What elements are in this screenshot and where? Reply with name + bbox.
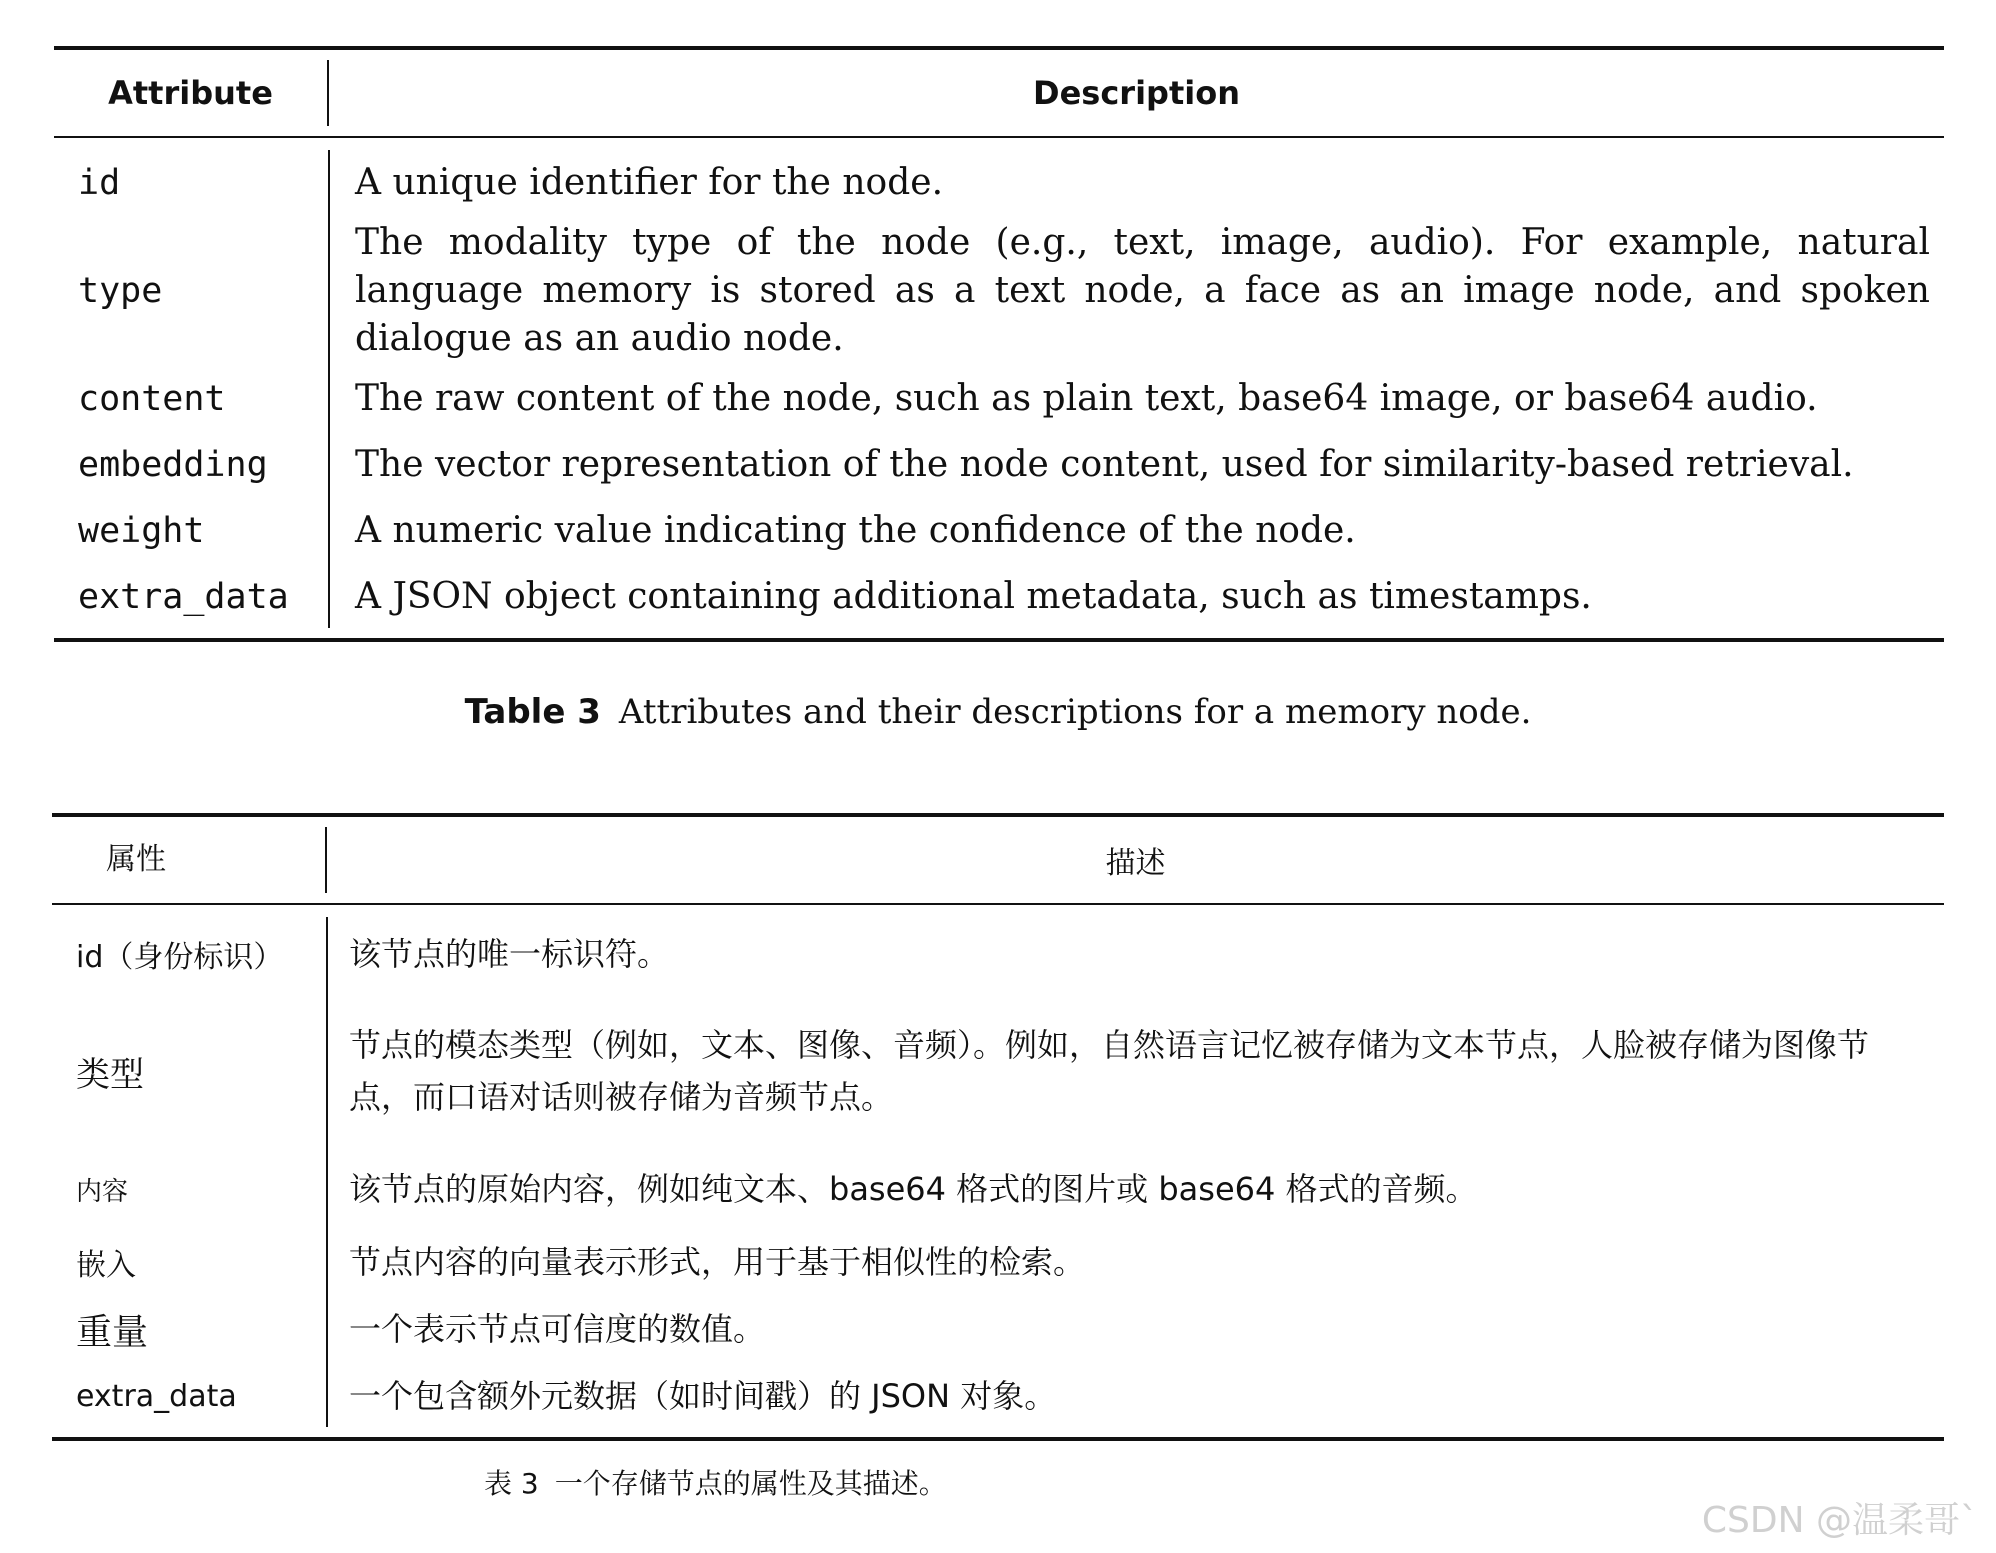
description-cell: The vector representation of the node content, used for similarity-based retrieval. — [355, 444, 1854, 485]
description-cell: The modality type of the node (e.g., text, image, audio). For example, natural language memory is stored as a text node, a face as an image node, and spoken dialogue as an audio node. — [355, 222, 1930, 359]
description-cell: 节点内容的向量表示形式，用于基于相似性的检索。 — [349, 1243, 1086, 1281]
table-row — [54, 498, 1944, 564]
attribute-cell: 类型 — [76, 1054, 144, 1095]
table-row — [52, 1149, 1944, 1229]
attribute-cell: embedding — [78, 445, 268, 485]
csdn-watermark: CSDN @温柔哥` — [1701, 1500, 1978, 1541]
description-cell: 一个包含额外元数据（如时间戳）的 JSON 对象。 — [349, 1377, 1057, 1415]
table-body — [54, 138, 1944, 638]
caption-text: Attributes and their descriptions for a memory node. — [618, 692, 1532, 732]
attribute-cell: weight — [78, 511, 205, 551]
table-row — [52, 1363, 1944, 1429]
header-attribute: Attribute — [54, 60, 329, 126]
description-cell: 该节点的唯一标识符。 — [349, 935, 670, 973]
table-row — [54, 150, 1944, 216]
attribute-cell: 重量 — [76, 1311, 149, 1353]
header-attribute: 属性 — [52, 827, 327, 893]
description-cell: 一个表示节点可信度的数值。 — [349, 1310, 766, 1348]
attribute-cell: extra_data — [76, 1378, 237, 1414]
caption-label: 表 3 — [484, 1467, 539, 1500]
caption-text: 一个存储节点的属性及其描述。 — [554, 1467, 947, 1500]
chinese-table-caption — [484, 1462, 947, 1502]
attribute-cell: id — [78, 163, 121, 203]
description-cell: 节点的模态类型（例如，文本、图像、音频）。例如，自然语言记忆被存储为文本节点，人脸被存储为图像节点，而口语对话则被存储为音频节点。 — [349, 1026, 1870, 1116]
attribute-cell: 内容 — [76, 1176, 129, 1207]
description-cell: The raw content of the node, such as plain text, base64 image, or base64 audio. — [355, 378, 1818, 419]
table-body — [52, 905, 1944, 1437]
table-row — [54, 216, 1944, 366]
table-row — [52, 915, 1944, 993]
english-attributes-table — [54, 46, 1944, 642]
description-cell: A unique identifier for the node. — [355, 162, 944, 203]
attribute-cell: extra_data — [78, 577, 289, 617]
table-row — [54, 564, 1944, 630]
chinese-attributes-table — [52, 813, 1944, 1441]
table-header — [52, 817, 1944, 905]
description-cell: A JSON object containing additional metadata, such as timestamps. — [355, 576, 1592, 617]
caption-label: Table 3 — [464, 692, 601, 732]
attribute-cell: content — [78, 379, 226, 419]
table-row — [54, 366, 1944, 432]
table-header — [54, 50, 1944, 138]
attribute-cell: type — [78, 271, 163, 311]
header-description: Description — [1033, 74, 1240, 112]
english-table-caption — [0, 692, 1996, 732]
description-cell: 该节点的原始内容，例如纯文本、base64 格式的图片或 base64 格式的音频。 — [349, 1170, 1478, 1208]
table-row — [52, 1229, 1944, 1295]
description-cell: A numeric value indicating the confidence of the node. — [355, 510, 1356, 551]
attribute-cell: id（身份标识） — [76, 940, 284, 975]
attribute-cell: 嵌入 — [76, 1248, 136, 1283]
table-row — [52, 993, 1944, 1149]
header-description: 描述 — [1105, 846, 1166, 881]
table-row — [54, 432, 1944, 498]
table-row — [52, 1295, 1944, 1363]
